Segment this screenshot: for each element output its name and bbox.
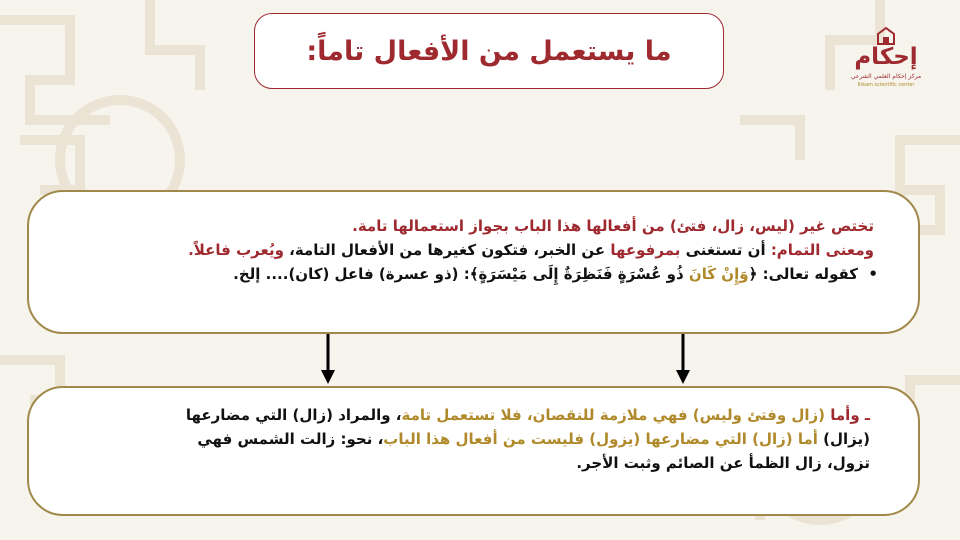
box2-line1-part1: ـ وأما: [825, 406, 870, 424]
box2-line1: [59, 403, 870, 427]
box2-line2-part1: (يزال): [817, 430, 870, 448]
box2-line1-part2: ، والمراد (زال) التي مضارعها: [185, 406, 402, 424]
logo-name: إحكام: [854, 44, 918, 70]
box1-line3-part2: ذُو: [661, 265, 689, 283]
title-box: [254, 13, 724, 89]
box1-line3-part1: كقوله تعالى: ﴿: [748, 265, 858, 283]
box2-line1-highlight1: (زال وفتئ وليس) فهي ملازمة للنقصان، فلا تستعمل تامة: [401, 406, 826, 424]
content-box-bottom: [27, 386, 920, 516]
logo-mark-icon: [844, 26, 928, 46]
box1-line3-highlight1: وَإِنْ كَانَ: [688, 265, 749, 283]
box1-line1: تختص غير (ليس، زال، فتئ) من أفعالها هذا الباب بجواز استعمالها تامة.: [352, 217, 874, 235]
logo-subsubtitle: Ihkam scientific center: [857, 82, 915, 88]
bullet-icon: •: [868, 265, 878, 283]
box1-line2-part2: عن الخبر، فتكون كغيرها من الأفعال التامة،: [283, 241, 611, 259]
box1-line2: [59, 238, 874, 262]
arrow-down-right-icon: [673, 334, 693, 386]
box1-line2-label: ومعنى التمام:: [770, 241, 874, 259]
box2-line3: تزول، زال الظمأ عن الصائم وثبت الأجر.: [576, 454, 870, 472]
box2-line2: [59, 427, 870, 451]
box2-line2-part2: ، نحو: زالت الشمس فهي: [197, 430, 384, 448]
page-title: ما يستعمل من الأفعال تاماً:: [306, 35, 672, 67]
logo-subtitle: مركز إحكام العلمي الشرعي: [850, 73, 922, 80]
box2-line2-highlight1: أما (زال) التي مضارعها (يزول) فليست من أفعال هذا الباب: [383, 430, 818, 448]
box1-line2-highlight1: بمرفوعها: [610, 241, 681, 259]
box1-line2-highlight2: ويُعرب فاعلاً.: [188, 241, 284, 259]
box1-line3-part3: عُسْرَةٍ فَنَظِرَةٌ إِلَى مَيْسَرَةٍ﴾: (ذو عسرة) فاعل (كان).... إلخ.: [233, 265, 662, 283]
box1-line2-part1: أن تستغنى: [680, 241, 771, 259]
box1-line3: [59, 262, 878, 286]
arrow-down-left-icon: [318, 334, 338, 386]
logo: [844, 26, 928, 96]
content-box-top: [27, 190, 920, 334]
